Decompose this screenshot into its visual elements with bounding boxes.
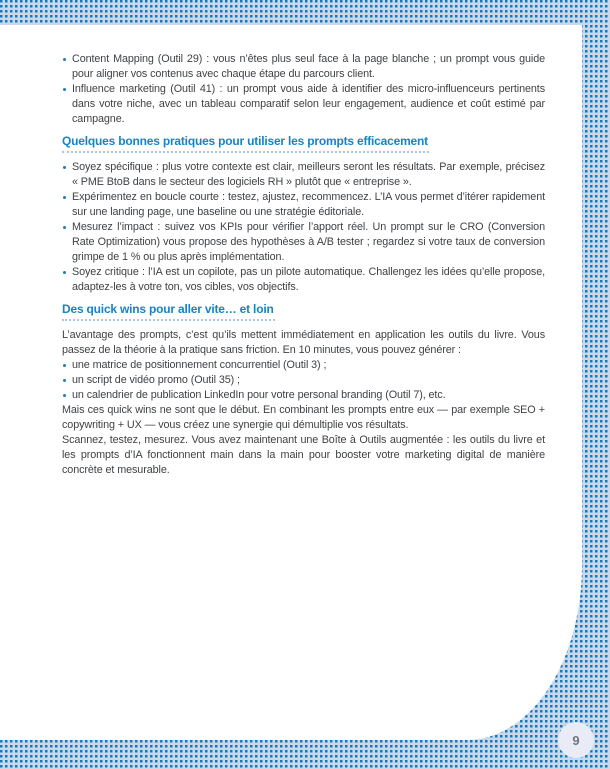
section-heading-best-practices: Quelques bonnes pratiques pour utiliser les prompts efficacement bbox=[62, 134, 429, 153]
list-item: un script de vidéo promo (Outil 35) ; bbox=[72, 373, 545, 388]
quick-wins-intro: L’avantage des prompts, c’est qu’ils mettent immédiatement en application les outils du livre. Vous passez de la théorie à la pratique sans friction. En 10 minutes, vous pouvez générer : bbox=[62, 329, 545, 356]
list-item: Soyez spécifique : plus votre contexte est clair, meilleurs seront les résultats. Par exemple, précisez « PME BtoB dans le secteur des logiciels RH » plutôt que « entreprise ». bbox=[72, 161, 545, 188]
page-content-area bbox=[0, 25, 582, 740]
list-item: Influence marketing (Outil 41) : un prompt vous aide à identifier des micro-influenceurs pertinents dans votre niche, avec un tableau comparatif selon leur engagement, audience et coût estimé par campagne. bbox=[72, 83, 545, 125]
tools-examples-list bbox=[62, 52, 545, 127]
list-item: Mesurez l’impact : suivez vos KPIs pour vérifier l’apport réel. Un prompt sur le CRO (Conversion Rate Optimization) vous propose des hypothèses à A/B tester ; regardez si votre taux de conversion grimpe de 1 % ou plus après implémentation. bbox=[72, 221, 545, 263]
quick-wins-outro-1: Mais ces quick wins ne sont que le début. En combinant les prompts entre eux — par exemple SEO + copywriting + UX — vous créez une synergie qui démultiplie vos résultats. bbox=[62, 404, 545, 431]
quick-wins-list bbox=[62, 358, 545, 403]
quick-wins-outro-2: Scannez, testez, mesurez. Vous avez maintenant une Boîte à Outils augmentée : les outils du livre et les prompts d’IA fonctionnent main dans la main pour booster votre marketing digital de manière concrète et mesurable. bbox=[62, 434, 545, 476]
list-item: Expérimentez en boucle courte : testez, ajustez, recommencez. L’IA vous permet d’itérer rapidement sur une landing page, une baseline ou une stratégie éditoriale. bbox=[72, 191, 545, 218]
section-heading-quick-wins: Des quick wins pour aller vite… et loin bbox=[62, 302, 275, 321]
page-number-badge bbox=[558, 722, 594, 758]
list-item: une matrice de positionnement concurrentiel (Outil 3) ; bbox=[72, 358, 545, 373]
list-item: un calendrier de publication LinkedIn pour votre personal branding (Outil 7), etc. bbox=[72, 388, 545, 403]
page-number: 9 bbox=[572, 732, 580, 748]
list-item: Soyez critique : l’IA est un copilote, pas un pilote automatique. Challengez les idées qu’elle propose, adaptez-les à votre ton, vos cibles, vos objectifs. bbox=[72, 266, 545, 293]
list-item: Content Mapping (Outil 29) : vous n’êtes plus seul face à la page blanche ; un prompt vous guide pour aligner vos contenus avec chaque étape du parcours client. bbox=[72, 53, 545, 80]
best-practices-list bbox=[62, 160, 545, 295]
